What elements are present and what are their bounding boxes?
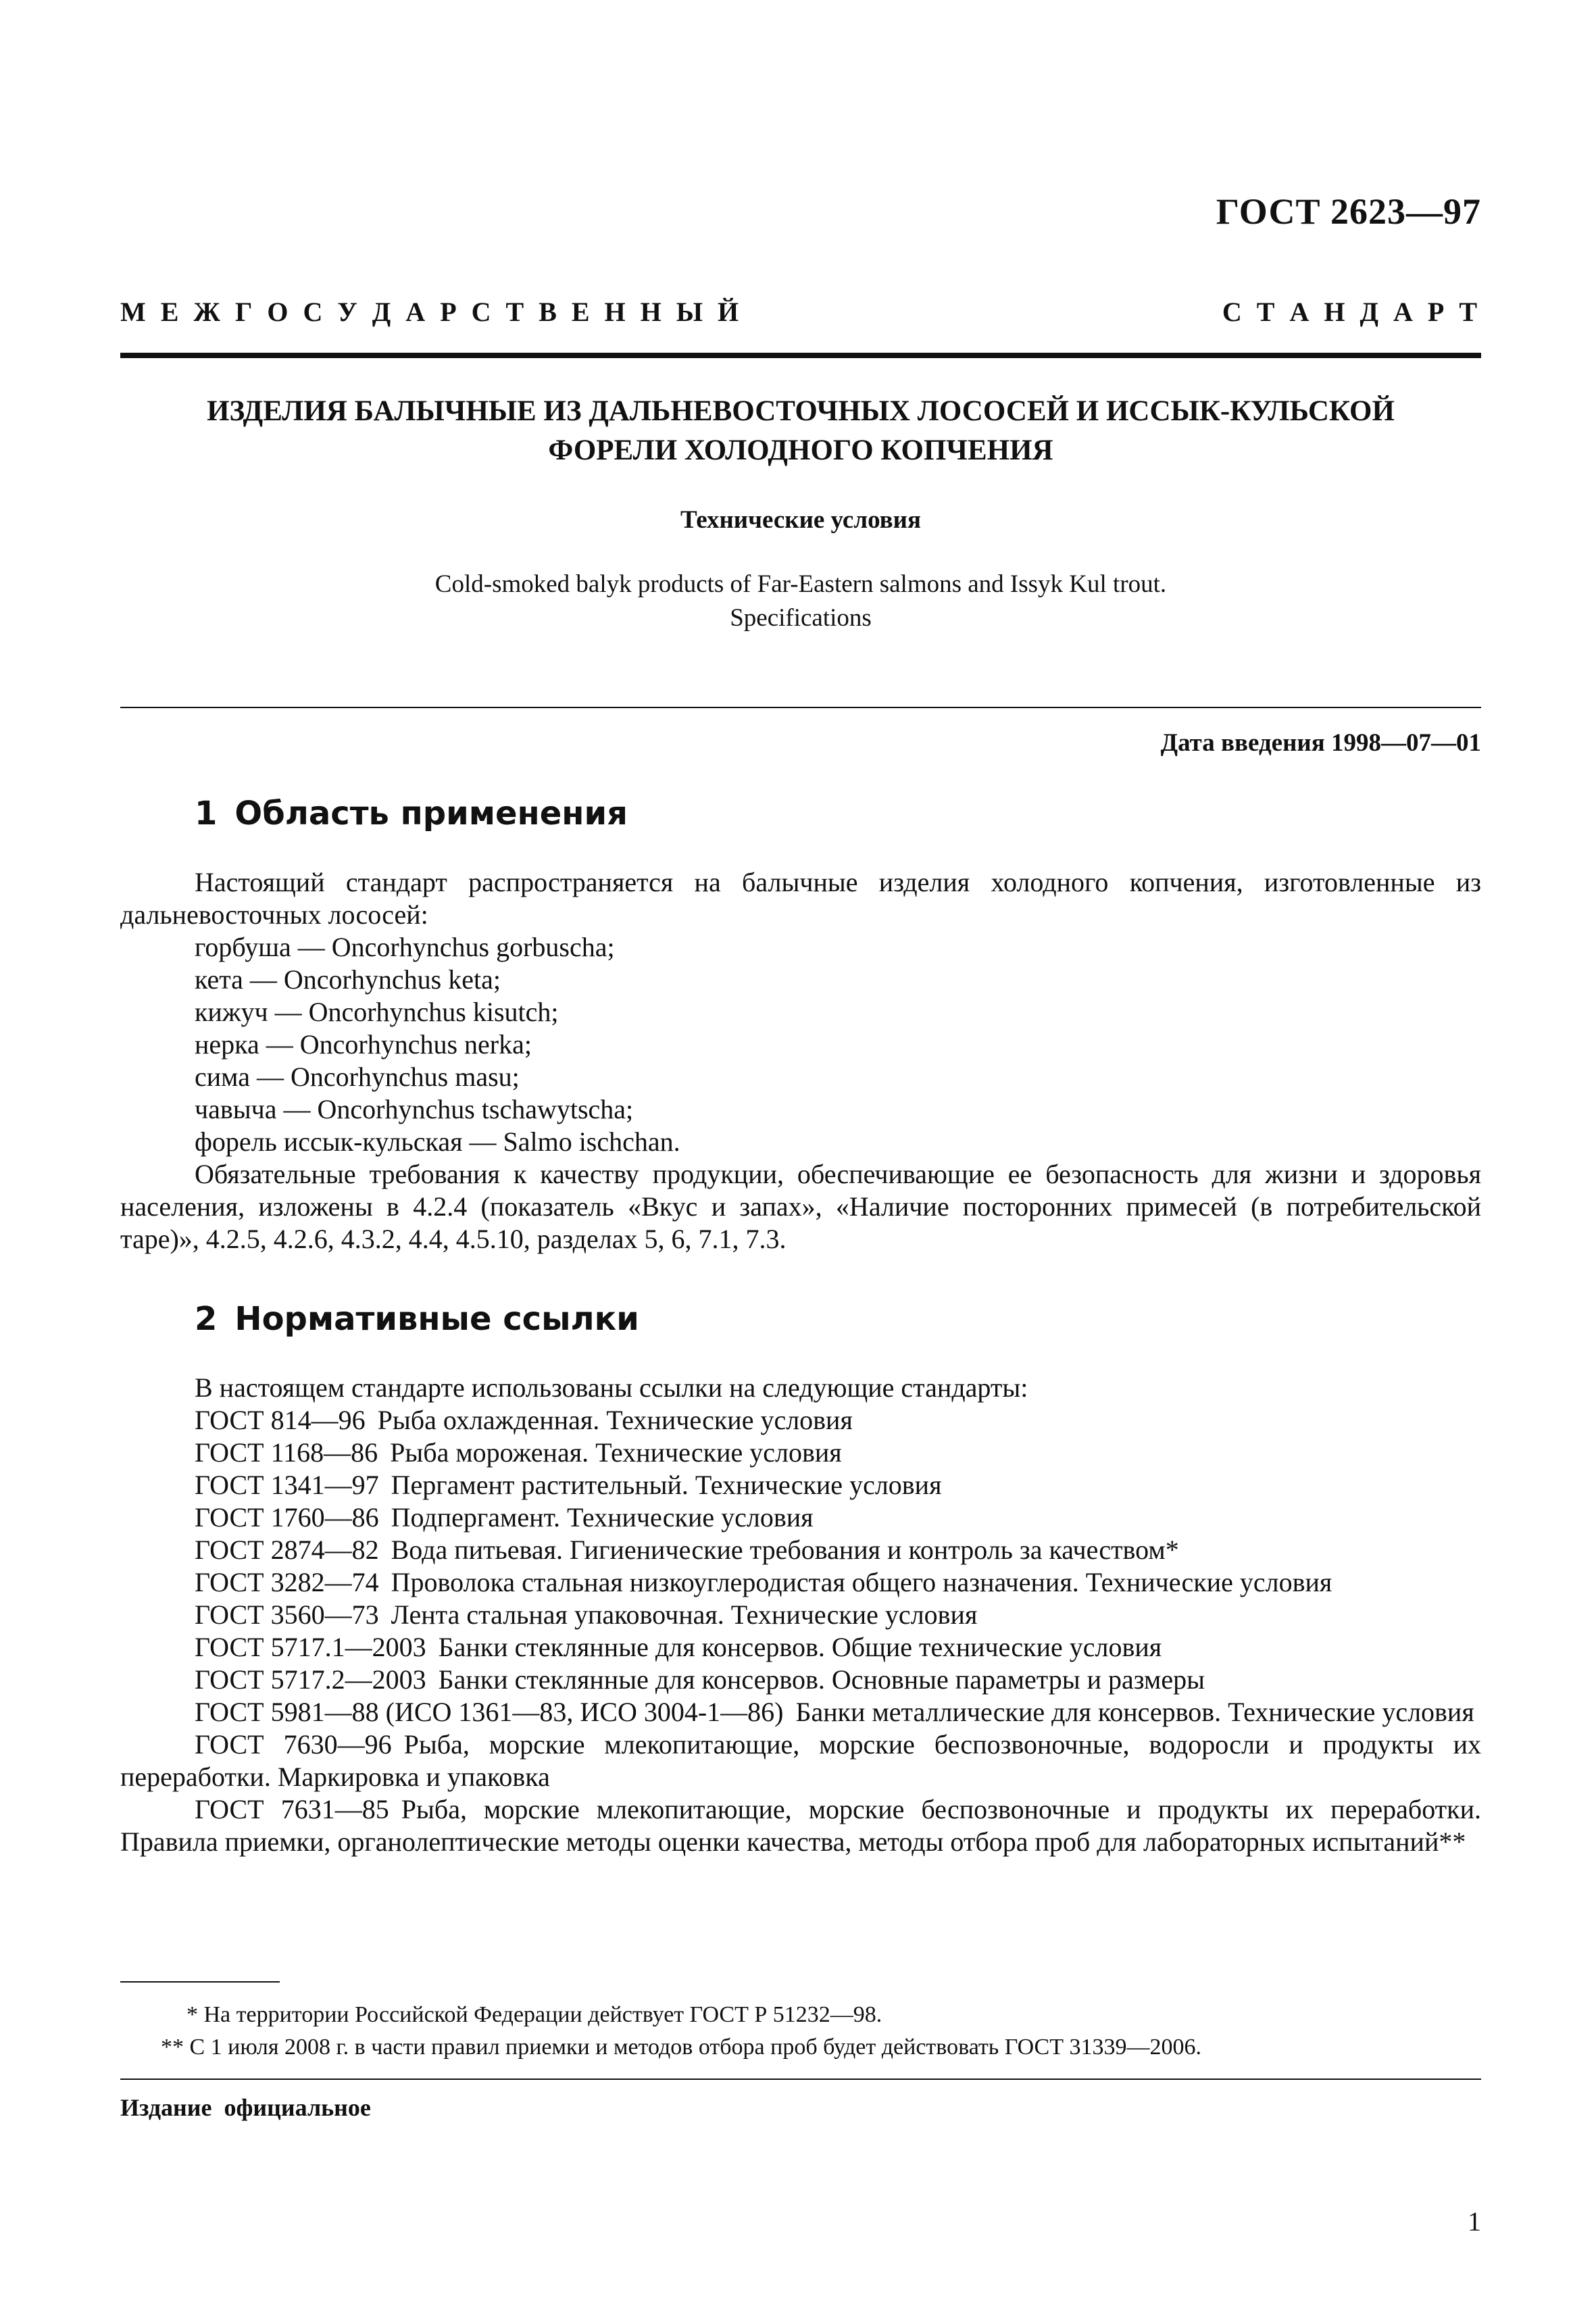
footnotes bbox=[120, 1999, 1481, 2064]
reference-item: ГОСТ 2874—82 Вода питьевая. Гигиенические требования и контроль за качеством* bbox=[195, 1535, 1179, 1565]
header-rule bbox=[120, 353, 1481, 358]
section1-requirements: Обязательные требования к качеству продукции, обеспечивающие ее безопасность для жизни и здоровья населения, изложены в 4.2.4 (показатель «Вкус и запах», «Наличие посторонних примесей (в потребительской таре)», 4.2.5, 4.2.6, 4.3.2, 4.4, 4.5.10, разделах 5, 6, 7.1, 7.3. bbox=[120, 1159, 1481, 1254]
species-item: горбуша — Oncorhynchus gorbuscha; bbox=[195, 932, 615, 962]
standard-type-word1: М Е Ж Г О С У Д А Р С Т В Е Н Н Ы Й bbox=[120, 297, 743, 327]
title-rule bbox=[120, 707, 1481, 708]
bottom-rule bbox=[120, 2078, 1481, 2080]
gost-number: ГОСТ 2623—97 bbox=[1216, 191, 1481, 232]
reference-item: ГОСТ 5717.2—2003 Банки стеклянные для консервов. Основные параметры и размеры bbox=[195, 1664, 1205, 1695]
edition-word1: Издание bbox=[120, 2094, 212, 2121]
english-title-line1: Cold-smoked balyk products of Far-Eastern salmons and Issyk Kul trout. bbox=[434, 570, 1167, 598]
standard-type-word2: С Т А Н Д А Р Т bbox=[1222, 297, 1481, 327]
reference-item: ГОСТ 3560—73 Лента стальная упаковочная. Технические условия bbox=[195, 1599, 978, 1630]
section2-number: 2 bbox=[195, 1300, 218, 1338]
reference-item: ГОСТ 3282—74 Проволока стальная низкоуглеродистая общего назначения. Технические условия bbox=[195, 1567, 1332, 1597]
reference-item: ГОСТ 814—96 Рыба охлажденная. Технические условия bbox=[195, 1405, 853, 1435]
edition-label bbox=[120, 2093, 383, 2122]
english-title-line2: Specifications bbox=[730, 604, 872, 632]
footnote-1: * На территории Российской Федерации действует ГОСТ Р 51232—98. bbox=[186, 2002, 882, 2027]
document-subtitle: Технические условия bbox=[680, 506, 921, 534]
reference-item: ГОСТ 1760—86 Подпергамент. Технические условия bbox=[195, 1502, 814, 1533]
section1-body bbox=[120, 866, 1481, 1255]
reference-item: ГОСТ 1168—86 Рыба мороженая. Технические условия bbox=[195, 1437, 842, 1468]
species-item: кета — Oncorhynchus keta; bbox=[195, 964, 501, 995]
section2-heading bbox=[195, 1300, 639, 1338]
section1-intro: Настоящий стандарт распространяется на балычные изделия холодного копчения, изготовленные из дальневосточных лососей: bbox=[120, 867, 1481, 930]
species-item: сима — Oncorhynchus masu; bbox=[195, 1062, 520, 1092]
edition-word2: официальное bbox=[224, 2094, 371, 2121]
standard-type bbox=[120, 296, 1481, 328]
document-title bbox=[120, 392, 1481, 470]
reference-item: ГОСТ 7631—85 Рыба, морские млекопитающие, морские беспозвоночные и продукты их переработки. Правила приемки, органолептические методы оценки качества, методы отбора проб для лабораторных испытаний** bbox=[120, 1794, 1481, 1857]
page-number: 1 bbox=[1468, 2206, 1481, 2237]
species-item: форель иссык-кульская — Salmo ischchan. bbox=[195, 1126, 680, 1157]
reference-item: ГОСТ 1341—97 Пергамент растительный. Технические условия bbox=[195, 1470, 942, 1500]
intro-date: Дата введения 1998—07—01 bbox=[1160, 729, 1481, 757]
section1-number: 1 bbox=[195, 795, 218, 832]
reference-item: ГОСТ 7630—96 Рыба, морские млекопитающие, морские беспозвоночные, водоросли и продукты их переработки. Маркировка и упаковка bbox=[120, 1729, 1481, 1792]
section2-intro: В настоящем стандарте использованы ссылки на следующие стандарты: bbox=[195, 1372, 1028, 1403]
reference-item: ГОСТ 5981—88 (ИСО 1361—83, ИСО 3004-1—86) Банки металлические для консервов. Технические условия bbox=[195, 1697, 1474, 1727]
section1-heading bbox=[195, 795, 628, 832]
species-item: чавыча — Oncorhynchus tschawytscha; bbox=[195, 1094, 634, 1124]
section1-title: Область применения bbox=[234, 795, 628, 832]
footnote-rule bbox=[120, 1981, 280, 1983]
species-item: нерка — Oncorhynchus nerka; bbox=[195, 1029, 532, 1060]
title-line1: ИЗДЕЛИЯ БАЛЫЧНЫЕ ИЗ ДАЛЬНЕВОСТОЧНЫХ ЛОСОСЕЙ И ИССЫК-КУЛЬСКОЙ bbox=[207, 395, 1395, 427]
footnote-2: ** С 1 июля 2008 г. в части правил приемки и методов отбора проб будет действовать ГОСТ 31339—2006. bbox=[161, 2035, 1201, 2060]
reference-item: ГОСТ 5717.1—2003 Банки стеклянные для консервов. Общие технические условия bbox=[195, 1632, 1162, 1662]
section2-title: Нормативные ссылки bbox=[234, 1300, 639, 1338]
species-item: кижуч — Oncorhynchus kisutch; bbox=[195, 997, 559, 1027]
title-line2: ФОРЕЛИ ХОЛОДНОГО КОПЧЕНИЯ bbox=[548, 434, 1053, 466]
english-title bbox=[120, 568, 1481, 635]
section2-body bbox=[120, 1372, 1481, 1858]
